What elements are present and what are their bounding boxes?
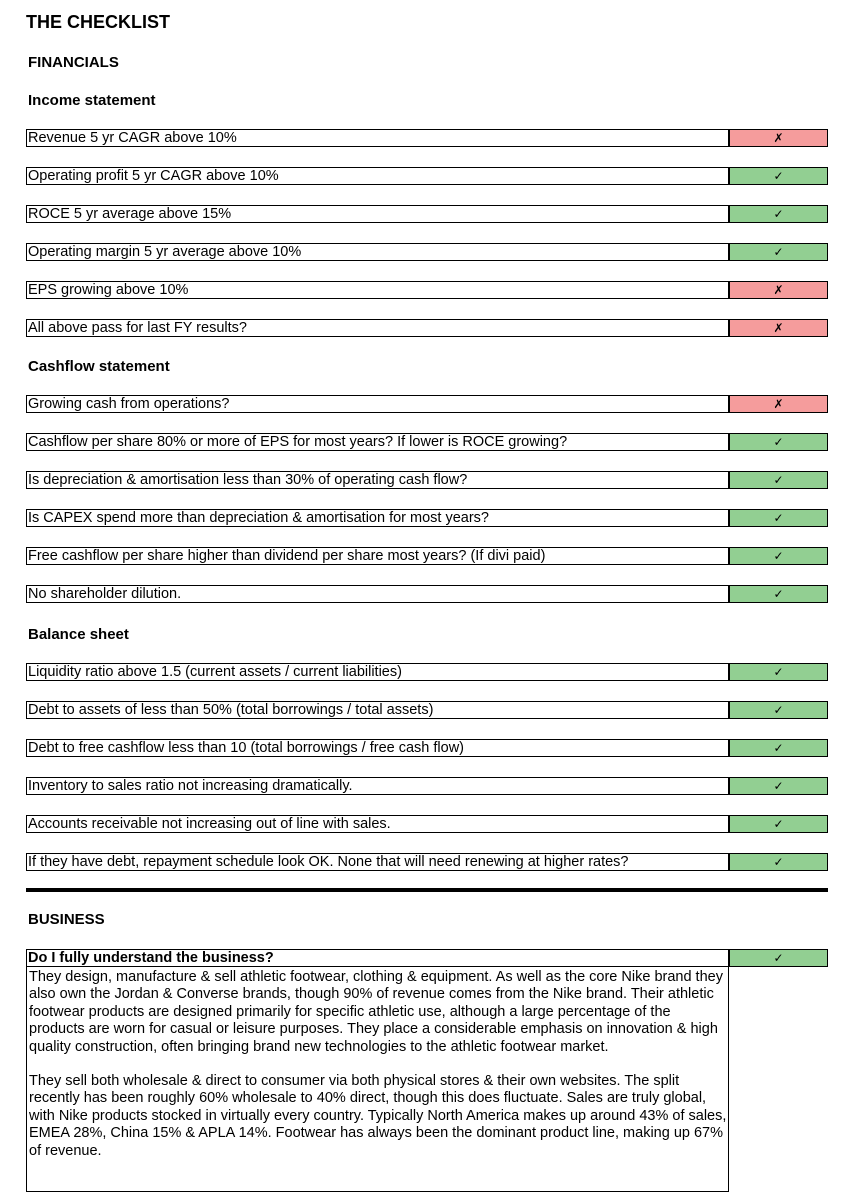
description-paragraph: They sell both wholesale & direct to consumer via both physical stores & their own websites. The split recently has been roughly 60% wholesale to 40% direct, though this does fluctuate. Sales are truly global, with Nike products stocked in virtually every country. Typically North America makes up around 43% of sales, EMEA 28%, China 15% & APLA 14%. Footwear has always been the dominant product line, making up 67% of revenue. <box>29 1073 727 1159</box>
checklist-row <box>26 395 828 413</box>
cross-icon: ✗ <box>729 395 828 413</box>
checklist-row <box>26 663 828 681</box>
checklist-row <box>26 319 828 337</box>
criterion-label: Revenue 5 yr CAGR above 10% <box>26 129 729 147</box>
checkmark-icon: ✓ <box>729 585 828 603</box>
financials-heading: FINANCIALS <box>28 54 119 71</box>
cross-icon: ✗ <box>729 281 828 299</box>
cross-icon: ✗ <box>729 319 828 337</box>
section-divider <box>26 888 828 892</box>
checklist-row <box>26 281 828 299</box>
business-question-row <box>26 949 828 967</box>
checkmark-icon: ✓ <box>729 547 828 565</box>
checkmark-icon: ✓ <box>729 243 828 261</box>
criterion-label: Growing cash from operations? <box>26 395 729 413</box>
checkmark-icon: ✓ <box>729 815 828 833</box>
checklist-row <box>26 471 828 489</box>
page-title: THE CHECKLIST <box>26 12 170 32</box>
criterion-label: If they have debt, repayment schedule look OK. None that will need renewing at higher rates? <box>26 853 729 871</box>
criterion-label: Debt to free cashflow less than 10 (total borrowings / free cash flow) <box>26 739 729 757</box>
income-heading: Income statement <box>28 92 156 109</box>
cross-icon: ✗ <box>729 129 828 147</box>
criterion-label: Cashflow per share 80% or more of EPS for most years? If lower is ROCE growing? <box>26 433 729 451</box>
checkmark-icon: ✓ <box>729 663 828 681</box>
criterion-label: ROCE 5 yr average above 15% <box>26 205 729 223</box>
criterion-label: Do I fully understand the business? <box>26 949 729 967</box>
business-description <box>26 966 729 1192</box>
checkmark-icon: ✓ <box>729 777 828 795</box>
criterion-label: Operating margin 5 yr average above 10% <box>26 243 729 261</box>
criterion-label: EPS growing above 10% <box>26 281 729 299</box>
criterion-label: No shareholder dilution. <box>26 585 729 603</box>
criterion-label: Liquidity ratio above 1.5 (current assets / current liabilities) <box>26 663 729 681</box>
checklist-row <box>26 585 828 603</box>
criterion-label: All above pass for last FY results? <box>26 319 729 337</box>
checklist-row <box>26 205 828 223</box>
checkmark-icon: ✓ <box>729 509 828 527</box>
checklist-row <box>26 243 828 261</box>
checklist-row <box>26 509 828 527</box>
criterion-label: Is CAPEX spend more than depreciation & amortisation for most years? <box>26 509 729 527</box>
checkmark-icon: ✓ <box>729 205 828 223</box>
checklist-row <box>26 777 828 795</box>
criterion-label: Free cashflow per share higher than dividend per share most years? (If divi paid) <box>26 547 729 565</box>
checklist-row <box>26 815 828 833</box>
criterion-label: Accounts receivable not increasing out of line with sales. <box>26 815 729 833</box>
checkmark-icon: ✓ <box>729 471 828 489</box>
balance-heading: Balance sheet <box>28 626 129 643</box>
criterion-label: Debt to assets of less than 50% (total borrowings / total assets) <box>26 701 729 719</box>
checkmark-icon: ✓ <box>729 739 828 757</box>
criterion-label: Is depreciation & amortisation less than 30% of operating cash flow? <box>26 471 729 489</box>
checkmark-icon: ✓ <box>729 949 828 967</box>
checklist-row <box>26 167 828 185</box>
checkmark-icon: ✓ <box>729 433 828 451</box>
checklist-row <box>26 853 828 871</box>
criterion-label: Inventory to sales ratio not increasing dramatically. <box>26 777 729 795</box>
business-heading: BUSINESS <box>28 911 105 928</box>
description-paragraph: They design, manufacture & sell athletic footwear, clothing & equipment. As well as the core Nike brand they also own the Jordan & Converse brands, though 90% of revenue comes from the Nike brand. Their athletic footwear products are designed primarily for specific athletic use, although a large percentage of the products are worn for casual or leisure purposes. They place a considerable emphasis on innovation & high quality construction, often bringing brand new technologies to the athletic footwear market. <box>29 969 723 1055</box>
checkmark-icon: ✓ <box>729 167 828 185</box>
checklist-row <box>26 433 828 451</box>
checkmark-icon: ✓ <box>729 701 828 719</box>
checklist-row <box>26 739 828 757</box>
checklist-row <box>26 701 828 719</box>
checklist-row <box>26 547 828 565</box>
checklist-row <box>26 129 828 147</box>
checkmark-icon: ✓ <box>729 853 828 871</box>
criterion-label: Operating profit 5 yr CAGR above 10% <box>26 167 729 185</box>
cashflow-heading: Cashflow statement <box>28 358 170 375</box>
